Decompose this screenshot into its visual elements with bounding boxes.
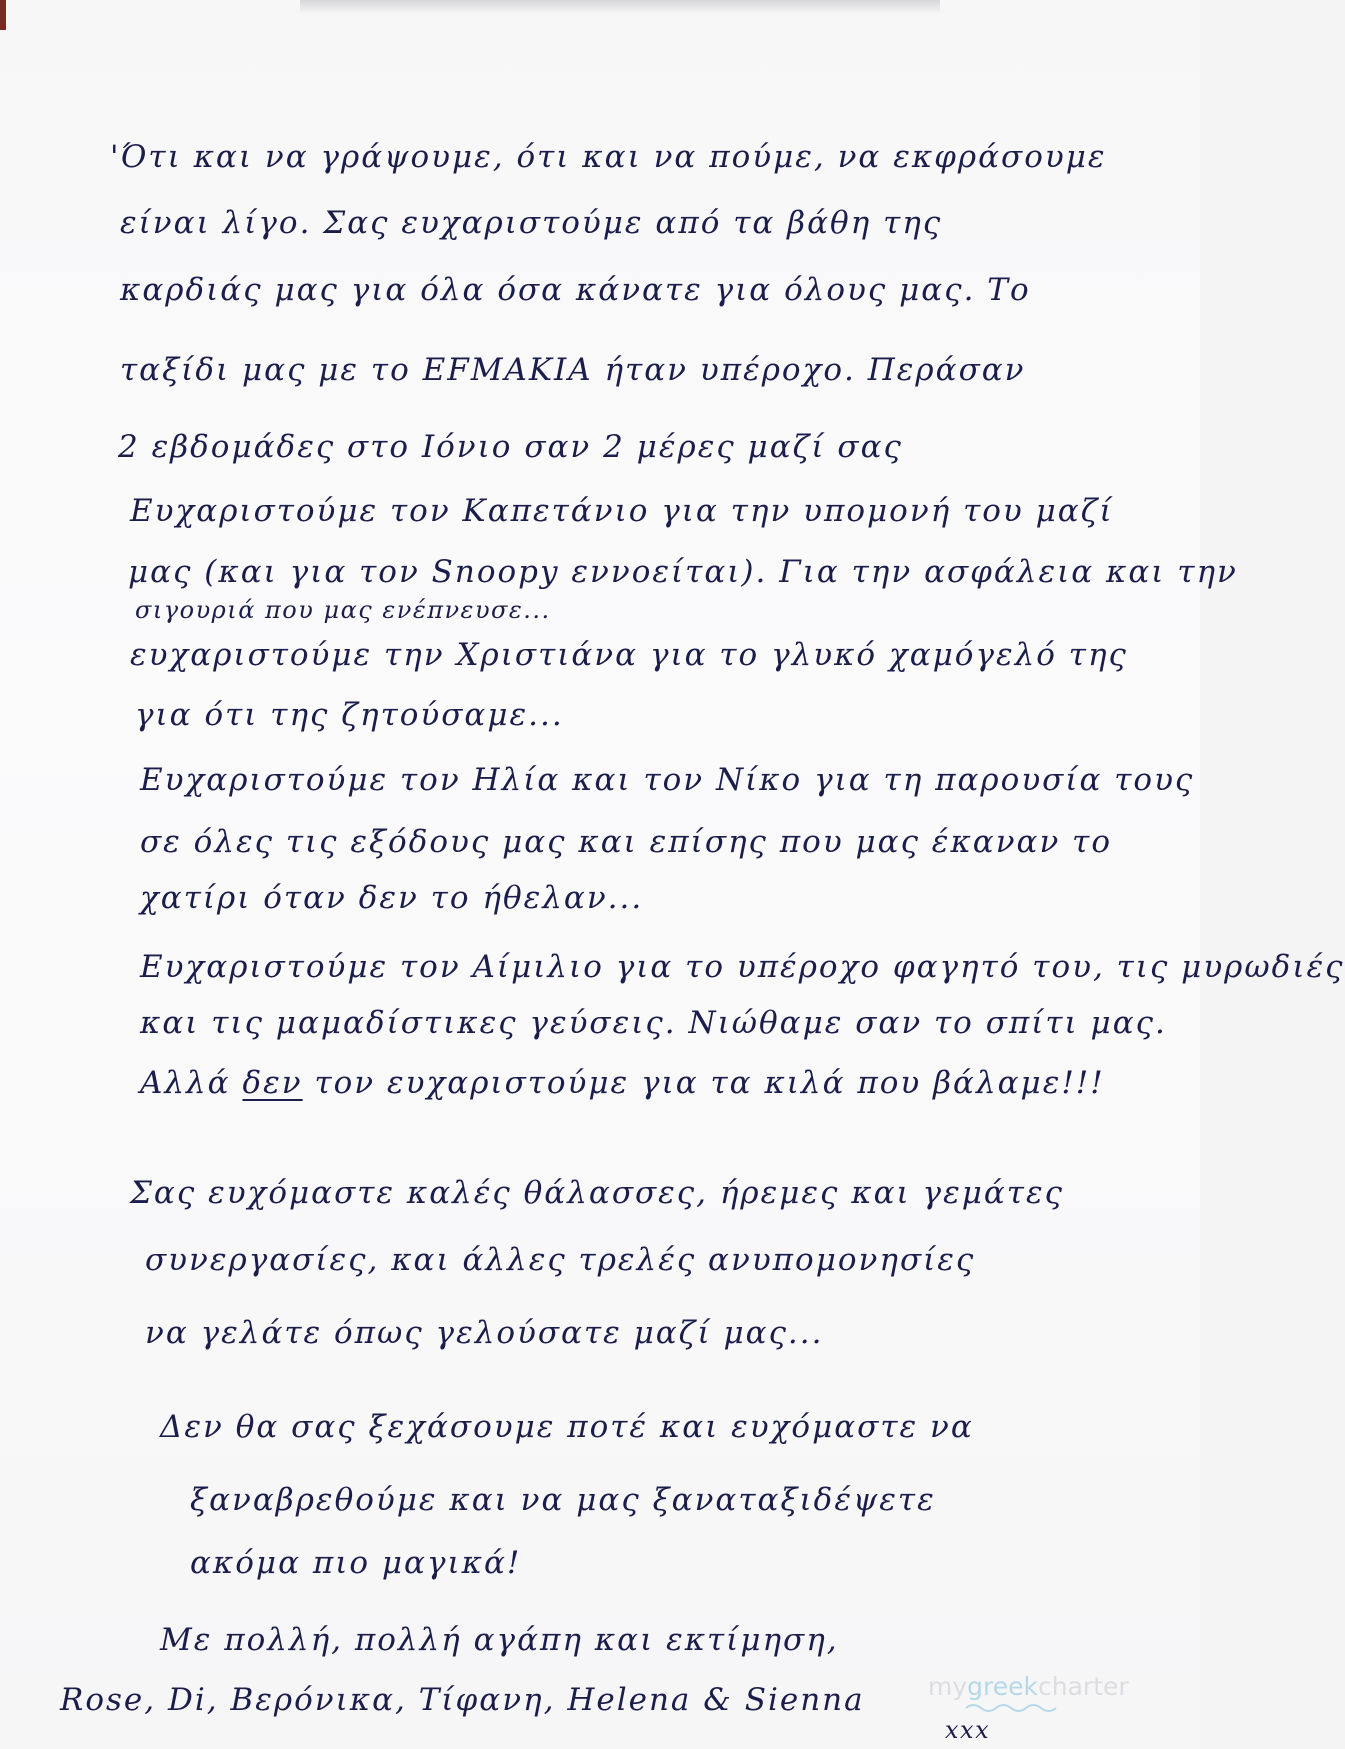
letter-line-17: Σας ευχόμαστε καλές θάλασσες, ήρεμες και γεμάτες [130,1175,1064,1211]
watermark-logo [928,1672,1129,1712]
letter-line-14: Ευχαριστούμε τον Αίμιλιο για το υπέροχο φαγητό του, τις μυρωδιές [140,949,1345,985]
letter-line-19: να γελάτε όπως γελούσατε μαζί μας... [145,1315,824,1351]
letter-line-16 [140,1065,1105,1101]
page-top-shadow [300,0,940,14]
letter-line-20: Δεν θα σας ξεχάσουμε ποτέ και ευχόμαστε να [160,1409,974,1445]
letter-line-1: 'Ότι και να γράψουμε, ότι και να πούμε, να εκφράσουμε [110,139,1107,175]
letter-line-22: ακόμα πιο μαγικά! [190,1545,522,1581]
letter-line-4: ταξίδι μας με το EFMAKIA ήταν υπέροχο. Περάσαν [120,352,1026,388]
letter-signature: Rose, Di, Βερόνικα, Τίφανη, Helena & Sienna [60,1682,865,1718]
letter-line-2: είναι λίγο. Σας ευχαριστούμε από τα βάθη της [120,205,943,241]
letter-line-23: Με πολλή, πολλή αγάπη και εκτίμηση, [160,1622,839,1658]
watermark-part-3: charter [1038,1672,1129,1701]
letter-line-11: Ευχαριστούμε τον Ηλία και τον Νίκο για τη παρουσία τους [140,762,1195,798]
letter-line-10: για ότι της ζητούσαμε... [135,697,564,733]
watermark-part-2: greek [967,1672,1038,1701]
letter-line-21: ξαναβρεθούμε και να μας ξαναταξιδέψετε [190,1482,936,1518]
letter-line-16-text: Αλλά δεν τον ευχαριστούμε για τα κιλά που βάλαμε!!! [140,1065,1105,1101]
watermark-wave-icon [966,1702,1056,1714]
letter-line-3: καρδιάς μας για όλα όσα κάνατε για όλους μας. Το [120,272,1031,308]
letter-kisses: xxx [945,1716,991,1744]
letter-line-8: σιγουριά που μας ενέπνευσε... [135,596,551,624]
letter-line-12: σε όλες τις εξόδους μας και επίσης που μας έκαναν το [140,824,1112,860]
letter-line-5: 2 εβδομάδες στο Ιόνιο σαν 2 μέρες μαζί σας [118,429,903,465]
watermark-part-1: my [928,1672,968,1701]
page-edge-mark [0,0,6,30]
letter-line-7: μας (και για τον Snoopy εννοείται). Για την ασφάλεια και την [128,554,1238,590]
letter-line-15: και τις μαμαδίστικες γεύσεις. Νιώθαμε σαν το σπίτι μας. [140,1005,1167,1041]
letter-line-18: συνεργασίες, και άλλες τρελές ανυπομονησίες [145,1242,976,1278]
letter-line-13: χατίρι όταν δεν το ήθελαν... [140,880,644,916]
letter-line-6: Ευχαριστούμε τον Καπετάνιο για την υπομονή του μαζί [130,493,1114,529]
underlined-word: δεν [242,1065,303,1101]
letter-line-9: ευχαριστούμε την Χριστιάνα για το γλυκό χαμόγελό της [130,637,1128,673]
